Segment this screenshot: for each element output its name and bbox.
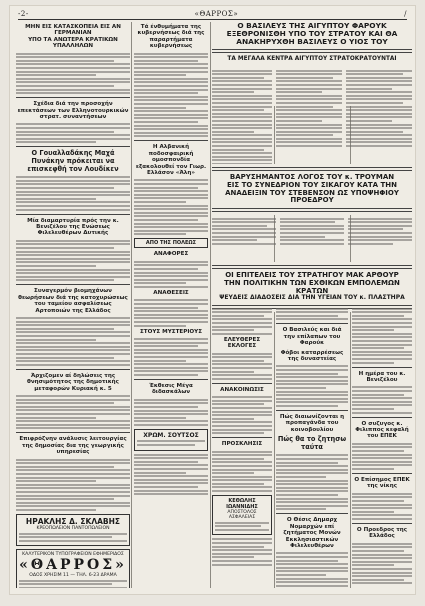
section-label: ΑΠΟ ΤΗΣ ΠΟΛΕΩΣ — [134, 238, 208, 248]
subheading: ΣΤΟΥΣ ΜΥΣΤΕΡΙΟΥΣ — [139, 328, 203, 335]
headline: ΜΗΝ ΕΙΣ ΚΑΤΑΣΚΟΠΕΙΑ ΕΙΣ ΑΝ ΓΕΡΜΑΝΙΑΝ ΥΠΟ ΤΑ ΑΝΩΤΕΡΑ ΚΡΑΤΙΚΩΝ ΥΠΑΛΛΗΛΩΝ — [25, 24, 121, 50]
column-rule — [210, 22, 211, 588]
headline: Η ημέρα του κ. Βενιζέλου — [358, 370, 406, 383]
masthead: «ΘΑΡΡΟΣ» — [194, 10, 239, 18]
headline: Ο Γουαλλαδάκης Μαχά Πυνάκην πρόκειται να επισκεφθή τον Λουδίκεν — [27, 149, 119, 173]
headline: Ο Θέσις Δημαρχ Νομαρχών επί ζητήματος Μονών Εκκλησιαστικών Φιλελευθέρων — [283, 517, 341, 550]
headline: Η Αλβανική ποδοσφαιρική ομοσπονδία εξακολουθεί τον Γιωρ. Ελλάσον «Άλη» — [135, 144, 207, 177]
headline: Άρχιζομεν αί δηλώσεις της θνησιμότητος της δημοτικής μεταφορών Κυριακή κ. 5 — [27, 372, 119, 392]
headline: Ο Προεδρος της Ελλάδος — [356, 526, 408, 540]
column-3-lower — [212, 306, 272, 588]
advertisement-printing-house: ΚΑΛΥΤΕΡΙΚΟΝ ΤΥΠΟΓΡΑΦΕΙΟΝ ΕΦΗΜΕΡΙΔΟΣ «ΘΑΡΡΟΣ» ΟΔΟΣ ΧΡΗΣΙΜ 11 — ΤΗΛ. 6-23 ΔΡΑΜΑ — [16, 549, 130, 588]
egypt-article — [276, 68, 412, 160]
advertisement-sklavis: ΗΡΑΚΛΗΣ Δ. ΣΚΛΑΒΗΣ ΚΡΕΟΠΩΛΕΙΟΝ ΠΑΝΤΟΠΩΛΕΙΟΝ — [16, 514, 130, 546]
truman-article — [212, 216, 412, 256]
headline: Ο Βασιλεύς και διά την επίλαπων του Φαρούκ — [282, 327, 342, 347]
newspaper-page — [10, 6, 415, 594]
headline: Έκθεσις Μέγα διδασκάλων — [149, 382, 193, 396]
headline: Ο Επίσημος ΕΠΕΚ της νίκης — [354, 476, 410, 490]
advertisement-ioannidis: ΚΕΘΩΛΗΣ ΙΩΑΝΝΙΔΗΣ ΑΠΟΣΤΟΛΟΣ ΑΣΦΑΛΕΙΑΣ — [212, 495, 272, 535]
egypt-banner: Ο ΒΑΣΙΛΕΥΣ ΤΗΣ ΑΙΓΥΠΤΟΥ ΦΑΡΟΥΚ ΕΞΕΘΡΟΝΙΣΘΗ ΥΠΟ ΤΟΥ ΣΤΡΑΤΟΥ ΚΑΙ ΘΑ ΑΝΑΚΗΡΥΧΘΗ ΒΑΣΙΛΕΥΣ Ο ΥΙΟΣ ΤΟΥ ΤΑ ΜΕΓΑΛΑ ΚΕΝΤΡΑ ΑΙΓΥΠΤΟΥ ΣΤΡΑΤΟΚΡΑΤΟΥΝΤΑΙ — [212, 22, 412, 62]
headline: Επιφρόζνην ανάλυσις λειτουργίας της δημοσίας δια της γεωργικής υπηρεσίας — [19, 436, 127, 456]
subheading: ΑΝΑΦΟΡΕΣ — [153, 251, 189, 258]
headline: Τά ένθυμήματα της κυβερνήσεως διά της παραρτήματα κυβερνήσεως — [137, 24, 205, 50]
subheading: ΑΝΑΘΕΣΕΙΣ — [153, 289, 189, 296]
macarthur-banner: ΟΙ ΕΠΙΤΕΛΕΙΣ ΤΟΥ ΣΤΡΑΤΗΓΟΥ ΜΑΚ ΑΡΘΟΥΡ ΤΗΝ ΠΟΛΙΤΙΚΗΝ ΤΩΝ ΕΧΘΙΚΩΝ ΕΜΠΟΛΕΜΩΝ ΚΡΑΤΩΝ ΨΕΥΔΕΙΣ ΔΙΑΔΟΣΕΙΣ ΔΙΑ ΤΗΝ ΥΓΕΙΑΝ ΤΟΥ κ. ΠΛΑΣΤΗΡΑ — [212, 262, 412, 312]
truman-banner: ΒΑΡΥΣΗΜΑΝΤΟΣ ΛΟΓΟΣ ΤΟΥ κ. ΤΡΟΥΜΑΝ ΕΙΣ ΤΟ ΣΥΝΕΔΡΙΟΝ ΤΟΥ ΣΙΚΑΓΟΥ ΚΑΤΑ ΤΗΝ ΑΝΑΔΕΙΞΙΝ ΤΟΥ ΣΤΕΒΕΝΣΟΝ ΩΣ ΥΠΟΨΗΦΙΟΥ ΠΡΟΕΔΡΟΥ — [212, 164, 412, 215]
headline: Μία διαμαρτυρία πρός την κ. Βενιζέλου της Ενώσεως Φιλελευθέρων Δυτικής — [27, 217, 119, 237]
headline: ΑΝΑΚΟΙΝΩΣΙΣ — [220, 386, 264, 393]
headline: Φόβοι καταρρέσεως της δυναστείας — [280, 349, 344, 363]
column-2 — [134, 22, 208, 588]
headline: Πώς διαιωνίζονται η προπαγάνδα του κοινοβουλίου — [279, 414, 345, 433]
corner-mark: / — [404, 10, 407, 18]
running-head — [18, 9, 407, 20]
headline: Ο συζυγος κ. Φιλιππος κεφαλή του ΕΠΕΚ — [355, 420, 409, 440]
column-4-lower — [276, 306, 348, 588]
page-number: -2- — [18, 10, 29, 18]
headline: ΠΡΟΣΚΛΗΣΙΣ — [221, 441, 263, 448]
advertisement-soutsos: ΧΡΩΜ. ΣΟΥΤΣΟΣ — [134, 429, 208, 451]
headline: Πώς θα το ζητησω ταύτα — [277, 435, 347, 451]
headline: ΕΛΕΥΘΕΡΕΣ ΕΚΛΟΓΕΣ — [223, 336, 261, 350]
headline: Συναγερμόν βιομηχάνων θεωρήσεων διά της κατοχυρώσεως του ταμείου ασφαλίσεως Αρτοποιών της Ελλάδος — [18, 288, 128, 314]
headline: Σχέδια διά την προσοχήν επεκτάσεων των Ελληνοτουρκικών στρατ. συναντήσεων — [17, 101, 129, 121]
column-5-lower — [352, 306, 412, 588]
column-1 — [16, 22, 130, 588]
column-rule — [131, 22, 132, 588]
